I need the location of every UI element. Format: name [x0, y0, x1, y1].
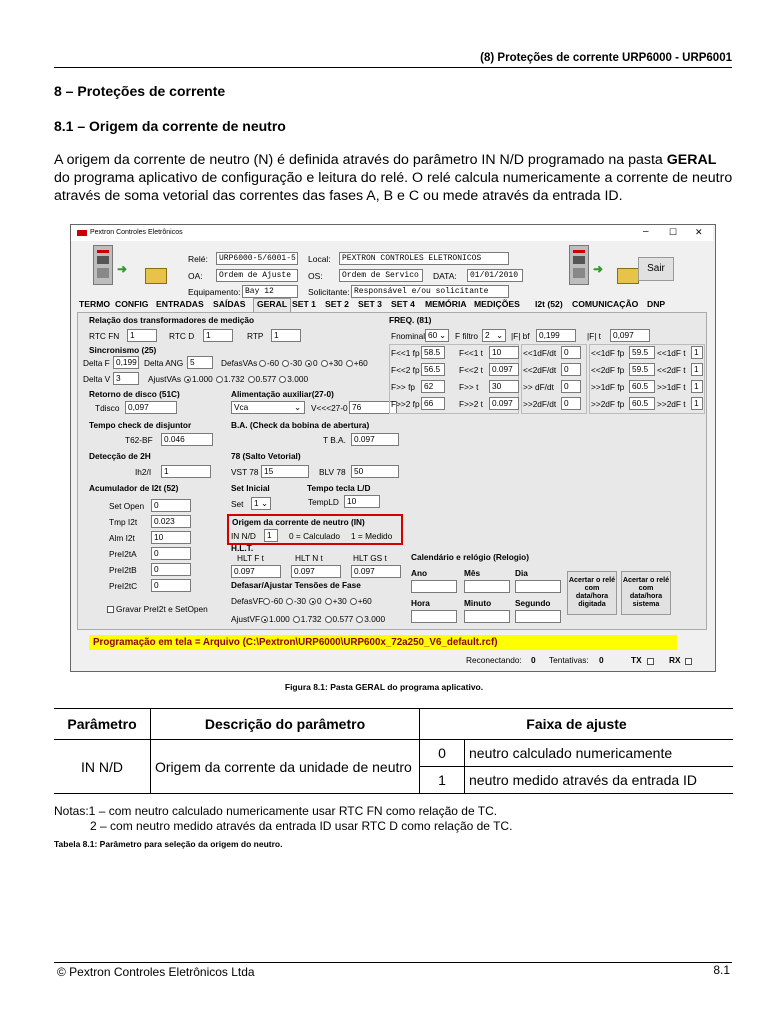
ajustvf-radio-group[interactable]	[261, 614, 388, 624]
freq-field[interactable]: 0	[561, 397, 581, 410]
freq-field[interactable]: 59.5	[629, 363, 655, 376]
freq-label: <<1dF/dt	[523, 348, 557, 358]
hora-field[interactable]	[411, 610, 457, 623]
tdisco-label: Tdisco	[95, 403, 120, 413]
radio-option[interactable]: 0.577	[325, 614, 354, 624]
radio-icon	[248, 376, 255, 383]
hlt-n-label: HLT N t	[295, 553, 323, 563]
window-title: Pextron Controles Eletrônicos	[90, 229, 183, 236]
header-title: (8) Proteções de corrente URP6000 - URP6001	[480, 52, 732, 64]
radio-option[interactable]: +60	[350, 596, 372, 606]
acum-label: PreI2tA	[109, 549, 137, 559]
radio-icon	[346, 360, 353, 367]
defasar-title: Defasar/Ajustar Tensões de Fase	[231, 580, 361, 590]
option-value: 1	[420, 767, 465, 794]
option-desc: neutro medido através da entrada ID	[465, 767, 734, 794]
acum-field[interactable]: 0	[151, 563, 191, 576]
radio-option[interactable]: 1.732	[293, 614, 322, 624]
close-button[interactable]: ✕	[695, 227, 703, 237]
note-1: Notas:1 – com neutro calculado numericamente usar RTC FN como relação de TC.	[54, 804, 498, 818]
deltav-field[interactable]: 3	[113, 372, 139, 385]
hlt-gs-field[interactable]: 0.097	[351, 565, 401, 578]
header-faixa: Faixa de ajuste	[420, 709, 734, 740]
deltav-label: Delta V	[83, 374, 111, 384]
relay-device-icon[interactable]	[93, 245, 113, 285]
set-select[interactable]: 1 ⌄	[251, 497, 271, 510]
freq-field[interactable]: 30	[489, 380, 519, 393]
freq-label: F>> fp	[391, 382, 415, 392]
radio-icon	[286, 598, 293, 605]
freq-label: >>1dF t	[657, 382, 686, 392]
fnominal-label: Fnominal	[391, 331, 426, 341]
chevron-down-icon: ⌄	[294, 402, 301, 412]
freq-field[interactable]: 0	[561, 346, 581, 359]
radio-option[interactable]: +60	[346, 358, 368, 368]
templd-label: TempLD	[308, 497, 339, 507]
radio-icon	[216, 376, 223, 383]
data-label: DATA:	[433, 271, 457, 281]
radio-icon	[279, 376, 286, 383]
acum-field[interactable]: 0	[151, 499, 191, 512]
tab-comunicacao[interactable]: COMUNICAÇÃO	[572, 299, 639, 309]
arrow-right-icon: ➜	[117, 262, 128, 276]
ajustvf-label: AjustVF	[231, 614, 261, 624]
arrow-right-icon-2: ➜	[593, 262, 604, 276]
mes-label: Mês	[464, 568, 481, 578]
radio-option[interactable]: +30	[325, 596, 347, 606]
freq-label: <<2dF/dt	[523, 365, 557, 375]
deltaang-field[interactable]: 5	[187, 356, 213, 369]
ajust-radio-group[interactable]	[184, 374, 311, 384]
defas-radio-group[interactable]	[259, 358, 371, 368]
ano-label: Ano	[411, 568, 428, 578]
table-caption: Tabela 8.1: Parâmetro para seleção da origem do neutro.	[54, 839, 283, 849]
ft-field[interactable]: 0,097	[610, 329, 650, 342]
freq-label: >>1dF fp	[591, 382, 625, 392]
alim-title: Alimentação auxiliar(27-0)	[231, 389, 334, 399]
radio-option[interactable]: 0	[305, 358, 318, 368]
rtcfn-label: RTC FN	[89, 331, 120, 341]
radio-option[interactable]: +30	[321, 358, 343, 368]
tempo-tecla-title: Tempo tecla L/D	[307, 483, 371, 493]
tab-set1[interactable]: SET 1	[292, 299, 316, 309]
deltaang-label: Delta ANG	[144, 358, 184, 368]
mes-field[interactable]	[464, 580, 510, 593]
acertar-sistema-button[interactable]: Acertar o relé com data/hora sistema	[621, 571, 671, 615]
deltaf-field[interactable]: 0,199	[113, 356, 139, 369]
radio-icon	[325, 598, 332, 605]
radio-option[interactable]: 0	[309, 596, 322, 606]
freq-field[interactable]: 1	[691, 363, 703, 376]
radio-icon	[184, 376, 191, 383]
figure-caption: Figura 8.1: Pasta GERAL do programa aplicativo.	[284, 682, 484, 692]
dia-label: Dia	[515, 568, 528, 578]
page-number: 8.1	[713, 963, 730, 977]
tentativas-value: 0	[599, 655, 604, 665]
radio-icon	[325, 616, 332, 623]
acum-label: PreI2tC	[109, 581, 138, 591]
minuto-field[interactable]	[464, 610, 510, 623]
local-field[interactable]: PEXTRON CONTROLES ELETRONICOS	[339, 252, 509, 265]
radio-option[interactable]: 1.732	[216, 374, 245, 384]
gravar-checkbox[interactable]: Gravar PreI2t e SetOpen	[107, 604, 208, 614]
os-field[interactable]: Ordem de Servico	[339, 269, 423, 282]
data-field[interactable]: 01/01/2010	[467, 269, 523, 282]
minimize-button[interactable]: –	[643, 226, 649, 237]
freq-field[interactable]: 1	[691, 346, 703, 359]
sinc-title: Sincronismo (25)	[89, 345, 157, 355]
alim-select[interactable]: Vca ⌄	[231, 401, 305, 414]
acum-label: PreI2tB	[109, 565, 137, 575]
templd-field[interactable]: 10	[344, 495, 380, 508]
rtp-label: RTP	[247, 331, 264, 341]
app-logo-icon	[77, 230, 87, 236]
relay-device-icon-2[interactable]	[569, 245, 589, 285]
ff-label: |F| bf	[511, 331, 530, 341]
vst-field[interactable]: 15	[261, 465, 309, 478]
maximize-button[interactable]: ☐	[669, 227, 678, 237]
freq-grid	[389, 344, 705, 414]
origem-title: Origem da corrente de neutro (IN)	[232, 517, 365, 527]
v27-label: V<<<27-0	[311, 403, 348, 413]
freq-label: F<<1 t	[459, 348, 483, 358]
tba-field[interactable]: 0.097	[351, 433, 399, 446]
hora-label: Hora	[411, 598, 430, 608]
status-bar: Programação em tela = Arquivo (C:\Pextron\URP6000\URP600x_72a250_V6_default.rcf)	[89, 635, 677, 650]
hlt-title: H.L.T.	[231, 543, 254, 553]
defasvf-radio-group[interactable]	[263, 596, 375, 606]
freq-label: <<2dF fp	[591, 365, 625, 375]
tab-dnp[interactable]: DNP	[647, 299, 666, 309]
radio-icon	[305, 360, 312, 367]
minuto-label: Minuto	[464, 598, 492, 608]
param-table	[54, 708, 733, 794]
freq-label: F>> t	[459, 382, 479, 392]
radio-option[interactable]: 3.000	[356, 614, 385, 624]
section-title: 8 – Proteções de corrente	[54, 83, 226, 99]
ano-field[interactable]	[411, 580, 457, 593]
freq-label: F<<2 t	[459, 365, 483, 375]
ih2-label: Ih2/I	[135, 467, 152, 477]
radio-icon	[259, 360, 266, 367]
acum-field[interactable]: 0	[151, 547, 191, 560]
rel-trafos-title: Relação dos transformadores de medição	[89, 315, 255, 325]
rtp-field[interactable]: 1	[271, 329, 301, 342]
radio-icon	[321, 360, 328, 367]
equipamento-field[interactable]: Bay 12	[242, 285, 298, 298]
freq-field[interactable]: 62	[421, 380, 445, 393]
chevron-down-icon: ⌄	[496, 330, 503, 340]
fnominal-select[interactable]: 60 ⌄	[425, 329, 449, 342]
radio-icon	[261, 616, 268, 623]
ba-title: B.A. (Check da bobina de abertura)	[231, 420, 370, 430]
freq-label: <<2dF t	[657, 365, 686, 375]
acum-label: Set Open	[109, 501, 145, 511]
radio-icon	[309, 598, 316, 605]
param-cell: IN N/D	[54, 740, 151, 794]
dia-field[interactable]	[515, 580, 561, 593]
freq-field[interactable]: 58.5	[421, 346, 445, 359]
note-2: 2 – com neutro medido através da entrada ID usar RTC D como relação de TC.	[90, 818, 513, 833]
ffiltro-label: F filtro	[455, 331, 479, 341]
radio-option[interactable]: 0.577	[248, 374, 277, 384]
notes	[54, 804, 512, 833]
rele-field[interactable]: URP6000-5/6001-5	[216, 252, 298, 265]
freq-field[interactable]: 10	[489, 346, 519, 359]
set-label: Set	[231, 499, 244, 509]
option-value: 0	[420, 740, 465, 767]
acum-label: Alm I2t	[109, 533, 135, 543]
defas-label: DefasVAs	[221, 358, 258, 368]
tab-memoria[interactable]: MEMÓRIA	[425, 299, 467, 309]
tab-saidas[interactable]: SAÍDAS	[213, 299, 246, 309]
tempo-check-title: Tempo check de disjuntor	[89, 420, 192, 430]
tab-set2[interactable]: SET 2	[325, 299, 349, 309]
equipamento-label: Equipamento:	[188, 287, 241, 297]
rtcd-field[interactable]: 1	[203, 329, 233, 342]
chevron-down-icon: ⌄	[261, 498, 268, 508]
radio-option[interactable]: -60	[263, 596, 283, 606]
hlt-f-label: HLT F t	[237, 553, 264, 563]
freq-label: F>>2 t	[459, 399, 483, 409]
freq-field[interactable]: 60.5	[629, 380, 655, 393]
hlt-gs-label: HLT GS t	[353, 553, 387, 563]
oa-field[interactable]: Ordem de Ajuste	[216, 269, 298, 282]
freq-field[interactable]: 66	[421, 397, 445, 410]
tab-config[interactable]: CONFIG	[115, 299, 149, 309]
solicitante-label: Solicitante:	[308, 287, 350, 297]
cal-title: Calendário e relógio (Relogio)	[411, 552, 530, 562]
rx-indicator	[685, 656, 694, 666]
radio-option[interactable]: 1.000	[184, 374, 213, 384]
ffiltro-select[interactable]: 2 ⌄	[482, 329, 506, 342]
solicitante-field[interactable]: Responsável e/ou solicitante	[351, 285, 509, 298]
in-nd-field[interactable]: 1	[264, 529, 278, 542]
subsection-title: 8.1 – Origem da corrente de neutro	[54, 118, 286, 134]
freq-label: >> dF/dt	[523, 382, 554, 392]
rx-label: RX	[669, 655, 681, 665]
radio-option[interactable]: -60	[259, 358, 279, 368]
footer-copyright: © Pextron Controles Eletrônicos Ltda	[57, 965, 255, 979]
segundo-label: Segundo	[515, 598, 551, 608]
radio-icon	[282, 360, 289, 367]
reconectando-label: Reconectando:	[466, 655, 522, 665]
deltaf-label: Delta F	[83, 358, 110, 368]
ft-label: |F| t	[587, 331, 601, 341]
radio-icon	[350, 598, 357, 605]
acum-field[interactable]: 10	[151, 531, 191, 544]
acum-rows	[101, 499, 211, 599]
freq-field[interactable]: 0	[561, 380, 581, 393]
ff-field[interactable]: 0,199	[536, 329, 576, 342]
folder-open-icon[interactable]	[145, 268, 167, 284]
chevron-down-icon: ⌄	[439, 330, 446, 340]
freq-field[interactable]: 1	[691, 397, 703, 410]
tab-entradas[interactable]: ENTRADAS	[156, 299, 204, 309]
reconectando-value: 0	[531, 655, 536, 665]
checkbox-icon	[107, 606, 114, 613]
salto-title: 78 (Salto Vetorial)	[231, 451, 301, 461]
freq-field[interactable]: 0	[561, 363, 581, 376]
freq-label: >>2dF fp	[591, 399, 625, 409]
freq-field[interactable]: 59.5	[629, 346, 655, 359]
v27-field[interactable]: 76	[349, 401, 397, 414]
freq-label: F<<2 fp	[391, 365, 420, 375]
blv-label: BLV 78	[319, 467, 346, 477]
in-nd-label: IN N/D	[231, 531, 256, 541]
oa-label: OA:	[188, 271, 203, 281]
header-parametro: Parâmetro	[54, 709, 151, 740]
tab-set4[interactable]: SET 4	[391, 299, 415, 309]
set-inicial-title: Set Inicial	[231, 483, 270, 493]
os-label: OS:	[308, 271, 323, 281]
freq-field[interactable]: 60.5	[629, 397, 655, 410]
radio-option[interactable]: 3.000	[279, 374, 308, 384]
tab-medicoes[interactable]: MEDIÇÕES	[474, 299, 520, 309]
sair-button[interactable]: Sair	[638, 257, 674, 281]
acum-field[interactable]: 0.023	[151, 515, 191, 528]
radio-icon	[263, 598, 270, 605]
local-label: Local:	[308, 254, 331, 264]
tab-set3[interactable]: SET 3	[358, 299, 382, 309]
desc-cell: Origem da corrente da unidade de neutro	[151, 740, 420, 794]
tba-label: T B.A.	[323, 435, 346, 445]
tx-indicator	[647, 656, 656, 666]
folder-open-icon-2[interactable]	[617, 268, 639, 284]
freq-label: >>2dF t	[657, 399, 686, 409]
ajust-label: AjustVAs	[148, 374, 182, 384]
tx-label: TX	[631, 655, 642, 665]
vst-label: VST 78	[231, 467, 259, 477]
defasvf-label: DefasVF	[231, 596, 264, 606]
freq-field[interactable]: 56.5	[421, 363, 445, 376]
retorno-title: Retorno de disco (51C)	[89, 389, 180, 399]
freq-field[interactable]: 0.097	[489, 397, 519, 410]
origem-opt1: 1 = Medido	[351, 531, 393, 541]
radio-option[interactable]: 1.000	[261, 614, 290, 624]
freq-title: FREQ. (81)	[389, 315, 432, 325]
radio-icon	[293, 616, 300, 623]
acum-title: Acumulador de I2t (52)	[89, 483, 179, 493]
freq-label: F>>2 fp	[391, 399, 420, 409]
radio-option[interactable]: -30	[286, 596, 306, 606]
blv-field[interactable]: 50	[351, 465, 399, 478]
body-paragraph: A origem da corrente de neutro (N) é definida através do parâmetro IN N/D programado na pasta GERAL do programa aplicativo de configuração e leitura do relé. O relé calcula numericamente a corrente de neutro através de soma vetorial das correntes das fases A, B e C ou mede através da entrada ID.	[54, 152, 733, 204]
acum-label: Tmp I2t	[109, 517, 138, 527]
tab-strip	[77, 298, 707, 312]
freq-field[interactable]: 1	[691, 380, 703, 393]
tab-geral[interactable]: GERAL	[253, 298, 291, 312]
freq-label: <<1dF t	[657, 348, 686, 358]
freq-field[interactable]: 0.097	[489, 363, 519, 376]
rele-label: Relé:	[188, 254, 208, 264]
tab-termo[interactable]: TERMO	[79, 299, 111, 309]
header-divider	[54, 67, 732, 68]
acum-field[interactable]: 0	[151, 579, 191, 592]
rtcfn-field[interactable]: 1	[127, 329, 157, 342]
acertar-digitada-button[interactable]: Acertar o relé com data/hora digitada	[567, 571, 617, 615]
t62bf-field[interactable]: 0.046	[161, 433, 213, 446]
footer-divider	[54, 962, 732, 963]
hlt-n-field[interactable]: 0.097	[291, 565, 341, 578]
freq-label: >>2dF/dt	[523, 399, 557, 409]
rtcd-label: RTC D	[169, 331, 195, 341]
radio-option[interactable]: -30	[282, 358, 302, 368]
t62bf-label: T62-BF	[125, 435, 153, 445]
hlt-f-field[interactable]: 0.097	[231, 565, 281, 578]
app-window	[70, 224, 716, 672]
segundo-field[interactable]	[515, 610, 561, 623]
tab-i2t[interactable]: I2t (52)	[535, 299, 563, 309]
origem-opt0: 0 = Calculado	[289, 531, 340, 541]
header-descricao: Descrição do parâmetro	[151, 709, 420, 740]
freq-label: F<<1 fp	[391, 348, 420, 358]
radio-icon	[356, 616, 363, 623]
option-desc: neutro calculado numericamente	[465, 740, 734, 767]
ih2-field[interactable]: 1	[161, 465, 211, 478]
freq-label: <<1dF fp	[591, 348, 625, 358]
tdisco-field[interactable]: 0,097	[125, 401, 177, 414]
det2h-title: Detecção de 2H	[89, 451, 151, 461]
tentativas-label: Tentativas:	[549, 655, 589, 665]
